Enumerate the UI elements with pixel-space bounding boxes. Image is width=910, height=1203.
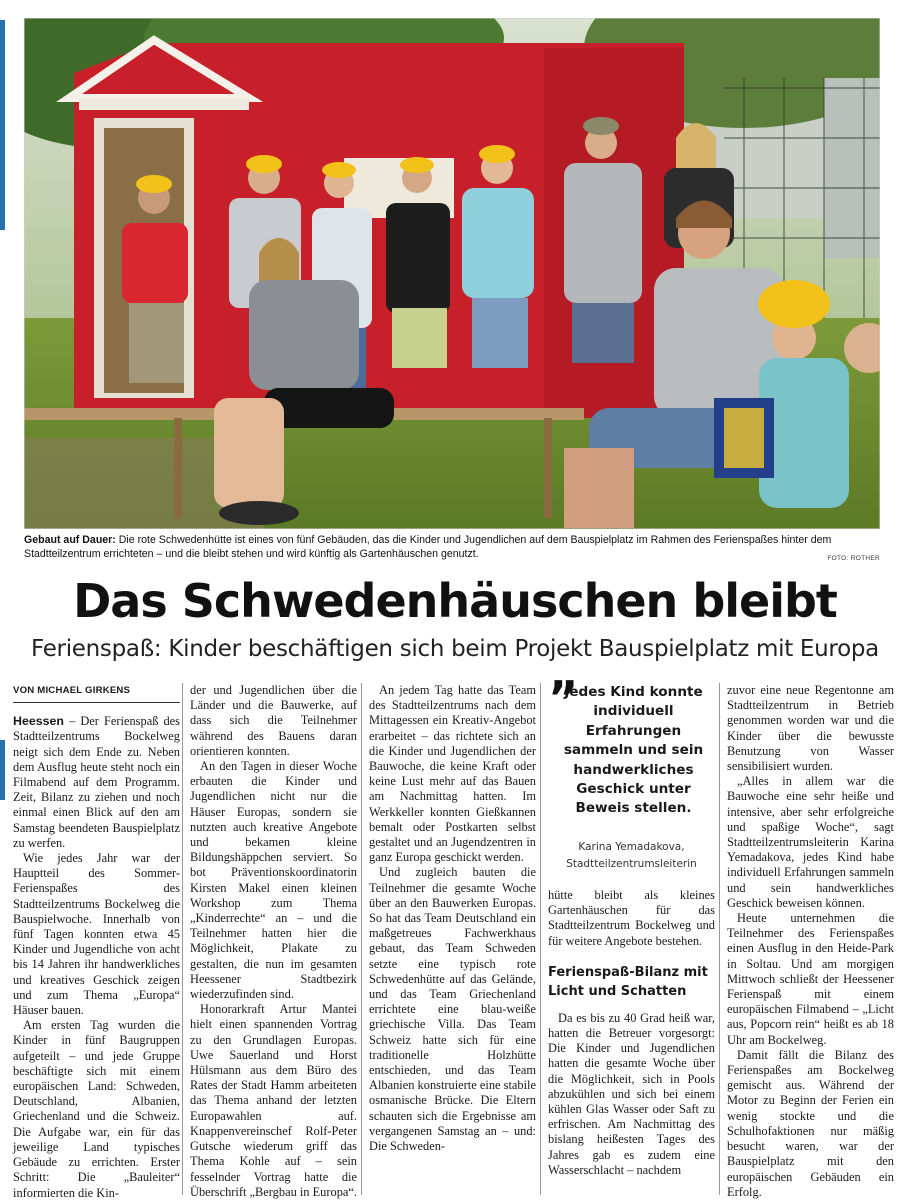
- quote-name: Karina Yemadakova,: [578, 840, 685, 853]
- quote-role: Stadtteilzentrumsleiterin: [566, 857, 697, 870]
- paragraph: An jedem Tag hatte das Team des Stadtteilzentrums nach dem Mittagessen ein Kreativ-Angebot erarbeitet – das richtete sich an die Kinder und Jugendlichen der Bauwoche, die keine Kraft oder keine Lust mehr auf das Bauen am Nachmittag hatten. Im Werkkeller konnten Gießkannen bemalt oder Postkarten selbst gestaltet und an Jugendzentren in ganz Europa geschickt werden.: [369, 683, 536, 865]
- paragraph: hütte bleibt als kleines Gartenhäuschen für das Stadtteilzentrum Bockelweg und für weitere Angebote bestehen.: [548, 888, 715, 948]
- paragraph: Honorarkraft Artur Mantei hielt einen spannenden Vortrag zu den Grundlagen Europas. Uwe Sauerland und Horst Hülsmann aus dem Büro des Rates der Stadt Hamm arbeiteten das Thema anhand der letzten Europawahlen auf. Knappenvereinschef Rolf-Peter Gutsche wiederum griff das Thema Kohle auf – sein fesselnder Vortrag hatte die Überschrift „Bergbau in Europa“.: [190, 1002, 357, 1199]
- quote-attribution: [548, 839, 715, 873]
- dateline: Heessen: [13, 714, 64, 729]
- paragraph: „Alles in allem war die Bauwoche eine sehr heiße und intensive, aber sehr erfolgreiche und spaßige Woche“, sagt Stadtteilzentrumsleiterin Karina Yemadakova, jedes Kind habe individuell Erfahrungen sammeln und sein handwerkliches Geschick beweisen können.: [727, 774, 894, 910]
- paragraph: Am ersten Tag wurden die Kinder in fünf Baugruppen aufgeteilt – und jede Gruppe beschäftigte sich mit einem europäischen Land: Schweden, Deutschland, Albanien, Griechenland und die Schweiz. Die Aufgabe war, ein für das jeweilige Land typisches Gebäude zu errichten. Erster Schritt: Die „Bauleiter“ informierten die Kin-: [13, 1018, 180, 1200]
- byline: VON MICHAEL GIRKENS: [13, 683, 180, 703]
- page-edge-marker: [0, 20, 5, 230]
- article-column-5: [727, 683, 894, 1200]
- article-column-1: [13, 683, 180, 1201]
- caption-text: Die rote Schwedenhütte ist eines von fünf Gebäuden, das die Kinder und Jugendlichen auf dem Bauspielplatz im Rahmen des Ferienspaßes hinter dem Stadtteilzentrum errichteten – und die bleibt stehen und wird künftig als Gartenhäuschen genutzt.: [24, 534, 832, 560]
- caption-lead: Gebaut auf Dauer:: [24, 534, 116, 546]
- quote-text: Jedes Kind konnte individuell Erfahrungen sammeln und sein handwerkliches Geschick unter Beweis stellen.: [563, 684, 704, 817]
- paragraph: zuvor eine neue Regentonne am Stadtteilzentrum in Betrieb genommen worden war und die Kinder über die bewusste Benutzung von Wasser sensibilisiert wurden.: [727, 683, 894, 774]
- paragraph: Da es bis zu 40 Grad heiß war, hatten die Betreuer vorgesorgt: Die Kinder und Jugendlichen hatten die gesamte Woche über die Möglichkeit, sich in Pools abzukühlen und sich bei einem kühlen Glas Wasser oder Saft zu erfrischen. Am Nachmittag des bislang heißesten Tages des Jahres gab es zudem eine Wasserschlacht – nachdem: [548, 1010, 715, 1177]
- column-rule: [182, 683, 183, 1195]
- article-column-2: [190, 683, 357, 1200]
- paragraph: Damit fällt die Bilanz des Ferienspaßes am Bockelweg gemischt aus. Während der Motor zu Beginn der Ferien ein wenig stockte und die Schulhofaktionen nur mäßig besucht waren, war der Bauspielplatz mit den europäischen Gebäuden ein Erfolg.: [727, 1047, 894, 1199]
- column-rule: [719, 683, 720, 1195]
- paragraph: [13, 714, 180, 851]
- pull-quote: [548, 671, 715, 888]
- photo-credit: FOTO: ROTHER: [827, 555, 880, 562]
- page-edge-marker: [0, 740, 5, 800]
- crosshead: Ferienspaß-Bilanz mit Licht und Schatten: [548, 964, 708, 999]
- column-rule: [361, 683, 362, 1195]
- quote-mark: ”: [548, 671, 579, 725]
- article-subheadline: Ferienspaß: Kinder beschäftigen sich beim Projekt Bauspielplatz mit Europa: [31, 636, 879, 662]
- paragraph: Und zugleich bauten die Teilnehmer die gesamte Woche über an den Bauwerken Europas. So hat das Team Deutschland ein maßgetreues Fachwerkhaus gebaut, das Team Schweden setzte eine typisch rote Schwedenhütte auf das Gelände, und das Team Griechenland errichtete eine blau-weiße griechische Villa. Das Team Schweiz hatte sich für eine traditionelle Holzhütte entschieden, und das Team Albanien konstruierte eine stabile osmanische Brücke. Die Eltern schauten sich die Ergebnisse am vergangenen Samstag an – und: Die Schweden-: [369, 865, 536, 1154]
- article-column-3: [369, 683, 536, 1154]
- article-column-4: [548, 671, 715, 1178]
- column-rule: [540, 683, 541, 1195]
- article-photo: [24, 18, 880, 529]
- paragraph: Wie jedes Jahr war der Hauptteil des Sommer-Ferienspaßes des Stadtteilzentrums Bockelweg die Bauspielwoche. Innerhalb von fünf Tagen konnten etwa 45 Kinder und Jugendliche von acht bis 14 Jahren ihr handwerkliches und kreatives Geschick zeigen und zum Thema „Europa“ Häuser bauen.: [13, 851, 180, 1018]
- paragraph: An den Tagen in dieser Woche erbauten die Kinder und Jugendlichen nicht nur die Häuser Europas, sondern sie nutzten auch kreative Angebote und bekamen kleine Bildungshäppchen serviert. So bot Präventionskoordinatorin Kirsten Makel einen kleinen Workshop zum Thema „Kinderrechte“ an – und die Teilnehmer hatten hier die Möglichkeit, Plakate zu gestalten, die nun im gesamten Heessener Stadtbezirk wiederzufinden sind.: [190, 759, 357, 1002]
- paragraph: der und Jugendlichen über die Länder und die Bauwerke, auf dass sich die Teilnehmer während des Bauens daran orientieren konnten.: [190, 683, 357, 758]
- photo-caption: [24, 533, 880, 561]
- paragraph-text: – Der Ferienspaß des Stadtteilzentrums Bockelweg neigt sich dem Ende zu. Neben dem Ausflug heute steht noch ein Filmabend auf dem Programm. Zeit, Bilanz zu ziehen und noch einmal einen Blick auf den am Samstag beendeten Bauspielplatz zu werfen.: [13, 714, 180, 850]
- paragraph: Heute unternehmen die Teilnehmer des Ferienspaßes einen Ausflug in den Heide-Park in Soltau. Und am morgigen Mittwoch schließt der Heessener Ferienspaß mit einem europäischen Filmabend – „Licht aus, Popcorn rein“ heißt es ab 18 Uhr am Bockelweg.: [727, 911, 894, 1047]
- article-headline: Das Schwedenhäuschen bleibt: [73, 574, 837, 628]
